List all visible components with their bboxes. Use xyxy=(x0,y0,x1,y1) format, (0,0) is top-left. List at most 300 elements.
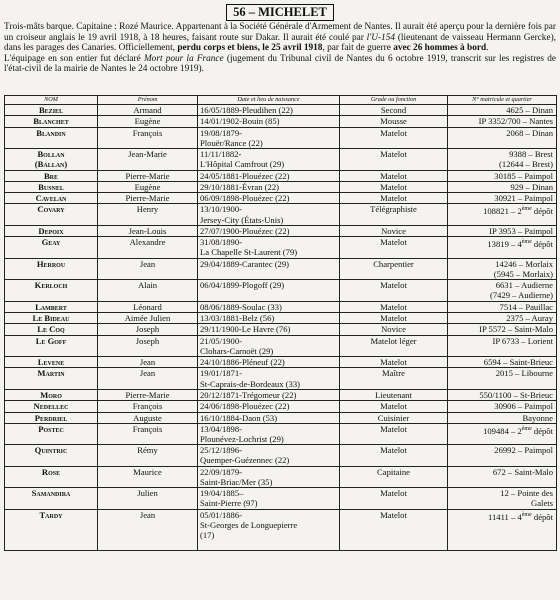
cell-prenom xyxy=(98,335,198,357)
cell-naissance xyxy=(198,423,340,445)
birth-line: 11/11/1882- xyxy=(200,149,242,160)
table-header-row xyxy=(5,96,557,105)
crew-firstname: Alain xyxy=(137,280,158,291)
crew-firstname: Jean-Marie xyxy=(128,149,167,160)
crew-rank: Lieutenant xyxy=(375,389,412,400)
cell-grade xyxy=(340,149,448,171)
cell-matricule xyxy=(448,313,557,324)
ordinal-suffix: ème xyxy=(521,239,532,246)
cell-nom xyxy=(5,368,98,390)
birth-line: La Chapelle St-Laurent (79) xyxy=(200,247,298,258)
registration-line: 929 – Dinan xyxy=(510,181,553,192)
registration-line: (5945 – Morlaix) xyxy=(493,268,553,279)
table-row xyxy=(5,368,557,390)
birth-line: 29/11/1900-Le Havre (76) xyxy=(200,324,291,335)
birth-line: St-Caprais-de-Bordeaux (33) xyxy=(200,378,300,389)
registration-line: IP 3352/700 – Nantes xyxy=(478,116,553,127)
crew-surname: Bre xyxy=(43,170,59,181)
table-row xyxy=(5,204,557,226)
crew-rank: Matelot xyxy=(380,170,407,181)
cell-prenom xyxy=(98,509,198,550)
birth-line: 27/07/1900-Plouézec (22) xyxy=(200,225,290,236)
cell-prenom xyxy=(98,181,198,192)
cell-matricule xyxy=(448,335,557,357)
crew-firstname: Jean-Louis xyxy=(128,225,167,236)
crew-firstname: Jean xyxy=(139,368,156,379)
registration-line: 26992 – Paimpol xyxy=(494,445,553,456)
cell-nom xyxy=(5,170,98,181)
crew-firstname: Pierre-Marie xyxy=(125,389,170,400)
cell-matricule xyxy=(448,225,557,236)
crew-firstname: François xyxy=(132,423,163,434)
cell-naissance xyxy=(198,170,340,181)
registration-line: IP 5572 – Saint-Malo xyxy=(479,324,553,335)
crew-rank: Matelot xyxy=(380,237,407,248)
birth-line: 20/12/1871-Trégomeur (22) xyxy=(200,389,297,400)
crew-rank: Matelot xyxy=(380,301,407,312)
cell-naissance xyxy=(198,225,340,236)
cell-nom xyxy=(5,127,98,149)
crew-firstname: Jean xyxy=(139,258,156,269)
crew-firstname: François xyxy=(132,127,163,138)
intro-text: , par fait de guerre xyxy=(322,43,394,54)
crew-rank: Télégraphiste xyxy=(370,204,417,215)
registration-line: Bayonne xyxy=(522,412,553,423)
table-row xyxy=(5,488,557,510)
crew-surname: Lambert xyxy=(35,301,67,312)
header-prenom: Prénom xyxy=(98,96,198,105)
birth-line: 14/01/1902-Bouin (85) xyxy=(200,116,280,127)
cell-prenom xyxy=(98,225,198,236)
cell-matricule xyxy=(448,181,557,192)
cell-grade xyxy=(340,225,448,236)
crew-rank: Matelot xyxy=(380,181,407,192)
cell-prenom xyxy=(98,401,198,412)
cell-nom xyxy=(5,225,98,236)
crew-table-body xyxy=(5,105,557,551)
cell-grade xyxy=(340,509,448,550)
registration-line: 2375 – Auray xyxy=(506,313,553,324)
crew-surname: Nedellec xyxy=(33,401,69,412)
cell-prenom xyxy=(98,237,198,259)
cell-naissance xyxy=(198,204,340,226)
cell-matricule xyxy=(448,149,557,171)
birth-line: 06/09/1898-Plouézec (22) xyxy=(200,193,290,204)
registration-line: 109484 – 2ème dépôt xyxy=(483,425,553,436)
header-naissance: Date et lieu de naissance xyxy=(198,96,340,105)
cell-nom xyxy=(5,488,98,510)
table-row xyxy=(5,301,557,312)
cell-naissance xyxy=(198,301,340,312)
crew-firstname: Joseph xyxy=(135,324,160,335)
cell-matricule xyxy=(448,170,557,181)
cell-prenom xyxy=(98,127,198,149)
crew-firstname: Auguste xyxy=(133,412,162,423)
cell-matricule xyxy=(448,204,557,226)
cell-naissance xyxy=(198,335,340,357)
cell-matricule xyxy=(448,401,557,412)
birth-line: 24/06/1898-Plouézec (22) xyxy=(200,401,290,412)
cell-matricule xyxy=(448,389,557,400)
cell-naissance xyxy=(198,412,340,423)
intro-loss-date: perdu corps et biens, le 25 avril 1918 xyxy=(177,43,323,54)
cell-prenom xyxy=(98,313,198,324)
cell-nom xyxy=(5,509,98,550)
crew-surname: Le Coq xyxy=(37,324,65,335)
birth-line: Plounévez-Lochrist (29) xyxy=(200,433,284,444)
intro-mention: Mort pour la France xyxy=(143,53,224,64)
crew-rank: Matelot xyxy=(380,127,407,138)
crew-surname: Cavelan xyxy=(35,193,67,204)
cell-matricule xyxy=(448,445,557,467)
cell-nom xyxy=(5,412,98,423)
cell-grade xyxy=(340,280,448,302)
cell-prenom xyxy=(98,368,198,390)
crew-surname: Tardy xyxy=(39,509,63,520)
birth-line: 29/10/1881-Évran (22) xyxy=(200,181,279,192)
birth-line: 21/05/1900- xyxy=(200,335,243,346)
registration-line: (12644 – Brest) xyxy=(499,159,553,170)
table-row xyxy=(5,237,557,259)
intro-paragraph xyxy=(4,22,556,75)
header-grade: Grade ou fonction xyxy=(340,96,448,105)
cell-matricule xyxy=(448,466,557,488)
cell-naissance xyxy=(198,280,340,302)
cell-grade xyxy=(340,237,448,259)
crew-rank: Maître xyxy=(382,368,405,379)
birth-line: 08/06/1889-Soulac (33) xyxy=(200,301,282,312)
crew-surname: Postec xyxy=(38,423,64,434)
table-row xyxy=(5,357,557,368)
table-row xyxy=(5,258,557,280)
birth-line: (17) xyxy=(200,530,215,541)
crew-rank: Novice xyxy=(381,225,406,236)
intro-text: . xyxy=(486,43,489,54)
intro-text: (jugement du Tribunal civil de Nantes du 6 octobre 1919, transcrit sur les registres de l'état-civil de la mairie de Nantes le 24 octobre 1919). xyxy=(4,53,556,75)
table-row xyxy=(5,466,557,488)
table-row xyxy=(5,116,557,127)
cell-naissance xyxy=(198,389,340,400)
cell-naissance xyxy=(198,116,340,127)
cell-matricule xyxy=(448,127,557,149)
cell-nom xyxy=(5,116,98,127)
cell-matricule xyxy=(448,412,557,423)
cell-grade xyxy=(340,335,448,357)
intro-text: Trois-mâts barque. Capitaine : Rozé Maurice. Appartenant à la Société Générale d'Armement de Nantes. Il aurait été aperçu pour la dernière fois par un croiseur anglais le 19 avril 1918, à 18 heures, faisant route sur Dakar. Il aurait été coulé par xyxy=(4,22,556,43)
cell-grade xyxy=(340,193,448,204)
crew-rank: Matelot xyxy=(380,423,407,434)
cell-prenom xyxy=(98,423,198,445)
cell-matricule xyxy=(448,105,557,116)
crew-rank: Matelot xyxy=(380,488,407,499)
crew-rank: Matelot xyxy=(380,313,407,324)
registration-line: 2015 – Libourne xyxy=(495,368,553,379)
crew-rank: Second xyxy=(380,105,407,115)
cell-naissance xyxy=(198,258,340,280)
cell-nom xyxy=(5,258,98,280)
crew-firstname: Jean xyxy=(139,357,156,368)
registration-line: 9388 – Brest xyxy=(509,149,553,160)
document-title-box xyxy=(0,3,560,21)
cell-nom xyxy=(5,423,98,445)
cell-naissance xyxy=(198,324,340,335)
birth-line: Clohars-Carnoët (29) xyxy=(200,345,274,356)
crew-firstname: Pierre-Marie xyxy=(125,193,170,204)
cell-prenom xyxy=(98,116,198,127)
cell-matricule xyxy=(448,324,557,335)
registration-line: 6594 – Saint-Brieuc xyxy=(483,357,553,368)
registration-line: IP 3953 – Paimpol xyxy=(489,225,553,236)
cell-matricule xyxy=(448,258,557,280)
crew-firstname: Eugène xyxy=(134,181,161,192)
birth-line: 24/05/1881-Plouézec (22) xyxy=(200,170,290,181)
table-row xyxy=(5,181,557,192)
cell-nom xyxy=(5,401,98,412)
registration-line: 12 – Pointe des xyxy=(500,488,553,499)
cell-prenom xyxy=(98,280,198,302)
cell-prenom xyxy=(98,466,198,488)
cell-nom xyxy=(5,445,98,467)
birth-line: Plouër/Rance (22) xyxy=(200,137,263,148)
crew-firstname: Henry xyxy=(136,204,159,215)
cell-grade xyxy=(340,324,448,335)
cell-prenom xyxy=(98,357,198,368)
cell-nom xyxy=(5,335,98,357)
birth-line: 05/01/1886- xyxy=(200,509,243,520)
birth-line: Saint-Pierre (97) xyxy=(200,498,258,509)
birth-line: St-Georges de Longuepierre xyxy=(200,519,298,530)
table-row xyxy=(5,170,557,181)
table-row xyxy=(5,225,557,236)
table-row xyxy=(5,389,557,400)
cell-prenom xyxy=(98,149,198,171)
table-row xyxy=(5,445,557,467)
crew-surname: Beziel xyxy=(38,105,64,115)
cell-nom xyxy=(5,357,98,368)
crew-firstname: Alexandre xyxy=(129,237,166,248)
header-matricule: N° matricule et quartier xyxy=(448,96,557,105)
cell-naissance xyxy=(198,368,340,390)
crew-firstname: Julien xyxy=(137,488,158,499)
crew-rank: Matelot xyxy=(380,509,407,520)
birth-line: 24/10/1886-Pléneuf (22) xyxy=(200,357,285,368)
cell-prenom xyxy=(98,301,198,312)
cell-prenom xyxy=(98,412,198,423)
birth-line: Jersey-City (États-Unis) xyxy=(200,214,284,225)
cell-nom xyxy=(5,466,98,488)
crew-surname: Herrou xyxy=(36,258,66,269)
cell-grade xyxy=(340,181,448,192)
cell-prenom xyxy=(98,204,198,226)
cell-nom xyxy=(5,181,98,192)
crew-firstname: Pierre-Marie xyxy=(125,170,170,181)
cell-matricule xyxy=(448,357,557,368)
table-row xyxy=(5,105,557,116)
cell-matricule xyxy=(448,509,557,550)
crew-firstname: François xyxy=(132,401,163,412)
intro-text: L'équipage en son entier fut déclaré xyxy=(4,53,144,64)
intro-crew-count: avec 26 hommes à bord xyxy=(393,43,487,54)
crew-surname: Geay xyxy=(41,237,61,248)
document-title: 56 – MICHELET xyxy=(226,4,334,21)
cell-grade xyxy=(340,258,448,280)
cell-naissance xyxy=(198,127,340,149)
crew-surname: Quintric xyxy=(34,445,68,456)
birth-line: 19/01/1871- xyxy=(200,368,243,379)
table-row xyxy=(5,401,557,412)
crew-firstname: Maurice xyxy=(133,466,162,477)
birth-line: L'Hôpital Camfrout (29) xyxy=(200,159,285,170)
registration-line: 30185 – Paimpol xyxy=(494,170,553,181)
cell-prenom xyxy=(98,488,198,510)
cell-prenom xyxy=(98,258,198,280)
crew-rank: Novice xyxy=(381,324,406,335)
intro-submarine: l'U-154 xyxy=(366,32,395,43)
crew-surname: Perdriel xyxy=(34,412,68,423)
cell-matricule xyxy=(448,368,557,390)
cell-matricule xyxy=(448,193,557,204)
cell-nom xyxy=(5,389,98,400)
registration-line: 13819 – 4ème dépôt xyxy=(487,239,553,250)
cell-naissance xyxy=(198,509,340,550)
registration-line: 14246 – Morlaix xyxy=(495,258,553,269)
crew-firstname: Armand xyxy=(133,105,162,115)
cell-matricule xyxy=(448,116,557,127)
cell-naissance xyxy=(198,105,340,116)
table-row xyxy=(5,149,557,171)
crew-firstname: Jean xyxy=(139,509,156,520)
crew-surname-alt: (Ballan) xyxy=(34,159,68,170)
crew-firstname: Eugène xyxy=(134,116,161,127)
cell-grade xyxy=(340,423,448,445)
cell-grade xyxy=(340,301,448,312)
crew-surname: Bollan xyxy=(37,149,65,160)
table-row xyxy=(5,324,557,335)
cell-grade xyxy=(340,127,448,149)
registration-line: 4625 – Dinan xyxy=(506,105,553,115)
cell-grade xyxy=(340,313,448,324)
cell-grade xyxy=(340,389,448,400)
cell-grade xyxy=(340,445,448,467)
cell-naissance xyxy=(198,401,340,412)
cell-grade xyxy=(340,368,448,390)
table-row xyxy=(5,280,557,302)
crew-rank: Mousse xyxy=(380,116,407,127)
cell-nom xyxy=(5,237,98,259)
birth-line: 06/04/1899-Plogoff (29) xyxy=(200,280,285,291)
header-nom: NOM xyxy=(5,96,98,105)
birth-line: 13/04/1898- xyxy=(200,423,243,434)
crew-surname: Samandira xyxy=(31,488,71,499)
cell-matricule xyxy=(448,280,557,302)
crew-firstname: Rémy xyxy=(137,445,158,456)
cell-naissance xyxy=(198,466,340,488)
crew-surname: Moro xyxy=(40,389,62,400)
cell-naissance xyxy=(198,193,340,204)
cell-naissance xyxy=(198,357,340,368)
crew-surname: Martin xyxy=(37,368,65,379)
cell-prenom xyxy=(98,445,198,467)
crew-rank: Charpentier xyxy=(373,258,414,269)
birth-line: 25/12/1896- xyxy=(200,445,243,456)
crew-firstname: Aimée Julien xyxy=(124,313,171,324)
registration-line: 550/1100 – St-Brieuc xyxy=(479,389,553,400)
cell-grade xyxy=(340,204,448,226)
cell-nom xyxy=(5,193,98,204)
cell-prenom xyxy=(98,105,198,116)
birth-line: 19/08/1879- xyxy=(200,127,243,138)
registration-line: IP 6733 – Lorient xyxy=(492,335,553,346)
table-row xyxy=(5,313,557,324)
crew-surname: Le Goff xyxy=(35,335,67,346)
crew-surname: Blanchet xyxy=(33,116,69,127)
cell-prenom xyxy=(98,170,198,181)
birth-line: 16/10/1884-Daon (53) xyxy=(200,412,278,423)
cell-prenom xyxy=(98,193,198,204)
table-row xyxy=(5,335,557,357)
crew-surname: Busnel xyxy=(38,181,64,192)
crew-rank: Matelot xyxy=(380,357,407,368)
intro-line-1 xyxy=(4,22,556,54)
ordinal-suffix: ème xyxy=(521,511,532,518)
crew-rank: Matelot léger xyxy=(370,335,417,346)
table-row xyxy=(5,509,557,550)
crew-surname: Levene xyxy=(37,357,65,368)
crew-table xyxy=(4,95,557,551)
cell-nom xyxy=(5,105,98,116)
cell-naissance xyxy=(198,445,340,467)
birth-line: Quemper-Guézennec (22) xyxy=(200,455,290,466)
cell-grade xyxy=(340,412,448,423)
cell-grade xyxy=(340,466,448,488)
cell-nom xyxy=(5,301,98,312)
crew-rank: Matelot xyxy=(380,149,407,160)
intro-text: (lieutenant de vaisseau Hermann Gercke), dans les parages des Canaries. Officiellement, xyxy=(4,32,556,54)
birth-line: Saint-Briac/Mer (35) xyxy=(200,476,273,487)
cell-prenom xyxy=(98,389,198,400)
registration-line: Galets xyxy=(531,498,553,509)
birth-line: 13/03/1881-Belz (56) xyxy=(200,313,275,324)
crew-surname: Blandin xyxy=(36,127,66,138)
cell-grade xyxy=(340,105,448,116)
crew-surname: Rose xyxy=(41,466,61,477)
crew-surname: Le Bideau xyxy=(32,313,70,324)
cell-grade xyxy=(340,357,448,368)
ordinal-suffix: ème xyxy=(521,206,532,213)
cell-matricule xyxy=(448,423,557,445)
registration-line: 672 – Saint-Malo xyxy=(492,466,553,477)
cell-grade xyxy=(340,488,448,510)
table-row xyxy=(5,423,557,445)
registration-line: 11411 – 4ème dépôt xyxy=(488,511,553,522)
registration-line: 30906 – Paimpol xyxy=(494,401,553,412)
cell-prenom xyxy=(98,324,198,335)
registration-line: 108821 – 2ème dépôt xyxy=(483,206,553,217)
crew-rank: Matelot xyxy=(380,193,407,204)
crew-firstname: Joseph xyxy=(135,335,160,346)
cell-naissance xyxy=(198,313,340,324)
birth-line: 31/08/1890- xyxy=(200,237,243,248)
cell-naissance xyxy=(198,488,340,510)
registration-line: 7514 – Pauillac xyxy=(499,301,553,312)
cell-matricule xyxy=(448,301,557,312)
cell-nom xyxy=(5,313,98,324)
crew-rank: Cuisinier xyxy=(377,412,410,423)
cell-naissance xyxy=(198,237,340,259)
registration-line: (7429 – Audierne) xyxy=(489,290,553,301)
table-row xyxy=(5,127,557,149)
crew-firstname: Léonard xyxy=(133,301,162,312)
